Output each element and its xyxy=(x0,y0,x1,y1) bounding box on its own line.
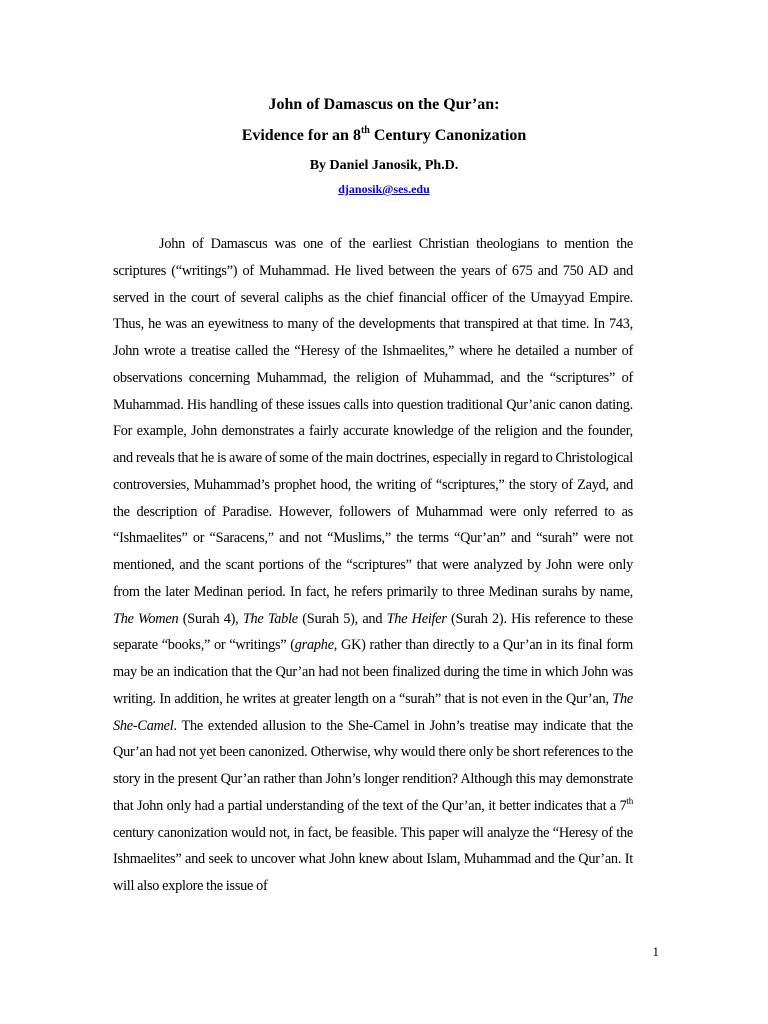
surah-title-the-table: The Table xyxy=(242,610,298,627)
subtitle-ordinal-suffix: th xyxy=(360,125,370,136)
greek-term-graphe: graphe xyxy=(294,637,334,654)
page-number: 1 xyxy=(652,944,659,959)
body-text: century canonization would not, in fact, be feasible. This paper will analyze the “Heresy of the Ishmaelites” and seek to uncover what John knew about Islam, Muhammad and the Qur’an. It will also explore the issue of xyxy=(113,824,633,894)
surah-title-the-heifer: The Heifer xyxy=(386,610,447,627)
title-line-1: John of Damascus on the Qur’an: xyxy=(268,96,500,113)
author-email-container xyxy=(0,181,768,197)
subtitle-prefix: Evidence for an 8 xyxy=(241,127,361,144)
surah-title-the-women: The Women xyxy=(113,610,179,627)
body-paragraph xyxy=(113,231,633,900)
body-text: (Surah 4), xyxy=(178,610,243,627)
body-text: (Surah 5), and xyxy=(297,610,387,627)
document-title xyxy=(0,95,768,115)
subtitle-suffix: Century Canonization xyxy=(369,127,527,144)
author-email-link[interactable]: djanosik@ses.edu xyxy=(338,182,430,196)
body-text: (Surah 2). His reference to these separate “books,” or “writings” ( xyxy=(113,610,633,654)
author-byline: By Daniel Janosik, Ph.D. xyxy=(309,158,459,173)
document-subtitle xyxy=(0,126,768,146)
body-text: , GK) rather than directly to a Qur’an in its final form may be an indication that the Qur’an had not been finalized during the time in which John was writing. In addition, he writes at greater length on a “surah” that is not even in the Qur’an, xyxy=(113,637,633,707)
body-text: . The extended allusion to the She-Camel in John’s treatise may indicate that the Qur’an had not yet been canonized. Otherwise, why would there only be short references to the story in the present Qur’an rather than John’s longer rendition? Although this may demonstrate that John only had a partial understanding of the text of the Qur’an, it better indicates that a 7 xyxy=(113,717,633,814)
body-text: John of Damascus was one of the earliest Christian theologians to mention the scriptures (“writings”) of Muhammad. He lived between the years of 675 and 750 AD and served in the court of several caliphs as the chief financial officer of the Umayyad Empire. Thus, he was an eyewitness to many of the developments that transpired at that time. In 743, John wrote a treatise called the “Heresy of the Ishmaelites,” where he detailed a number of observations concerning Muhammad, the religion of Muhammad, and the “scriptures” of Muhammad. His handling of these issues calls into question traditional Qur’anic canon dating. For example, John demonstrates a fairly accurate knowledge of the religion and the founder, and reveals that he is aware of some of the main doctrines, especially in regard to Christological controversies, Muhammad’s prophet hood, the writing of “scriptures,” the story of Zayd, and the description of Paradise. However, followers of Muhammad were only referred to as “Ishmaelites” or “Saracens,” and not “Muslims,” the terms “Qur’an” and “surah” were not mentioned, and the scant portions of the “scriptures” that were analyzed by John were only from the later Medinan period. In fact, he refers primarily to three Medinan surahs by name, xyxy=(113,236,633,600)
surah-title-the-she-camel: The She-Camel xyxy=(113,690,633,734)
ordinal-suffix: th xyxy=(626,795,633,806)
